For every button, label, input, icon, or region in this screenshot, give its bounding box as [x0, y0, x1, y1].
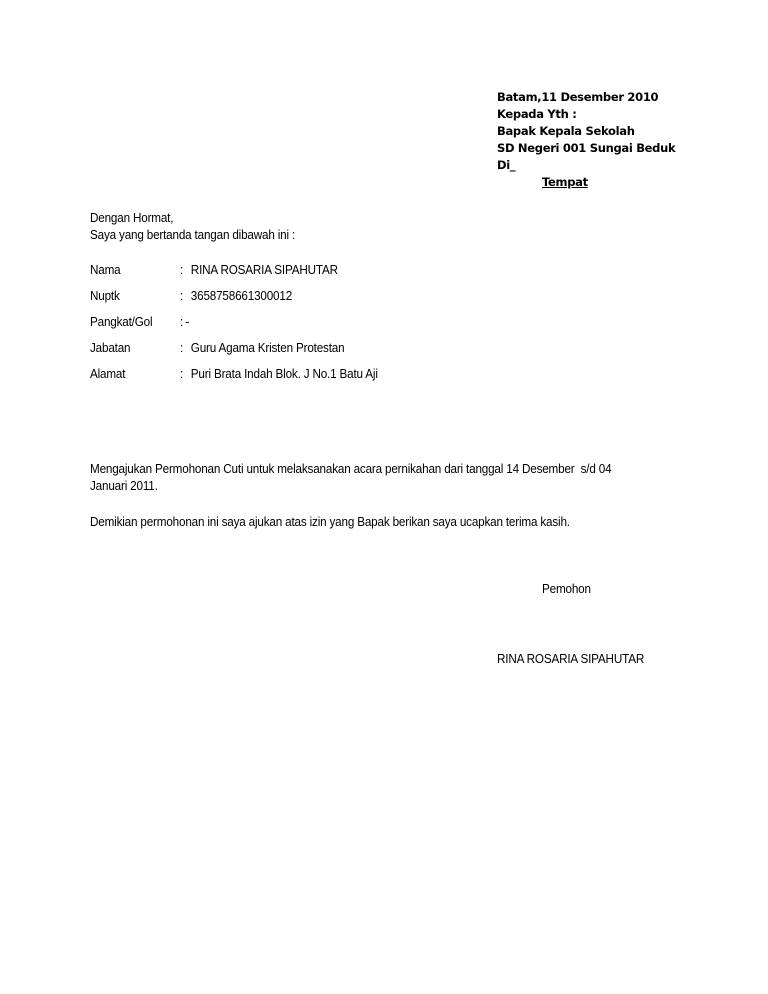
field-value: Puri Brata Indah Blok. J No.1 Batu Aji [190, 366, 378, 381]
field-label: Pangkat/Gol [90, 314, 153, 329]
recipient: Bapak Kepala Sekolah [497, 124, 635, 138]
field-separator: : [180, 288, 184, 303]
field-value: - [185, 314, 190, 329]
request-line-1: Mengajukan Permohonan Cuti untuk melaksanakan acara pernikahan dari tanggal 14 Desember s/d 04 [90, 461, 612, 476]
address-block [497, 89, 675, 191]
school-name: SD Negeri 001 Sungai Beduk [497, 141, 676, 155]
field-label: Alamat [90, 366, 126, 381]
greeting-block [90, 209, 295, 243]
field-value: Guru Agama Kristen Protestan [190, 340, 345, 355]
field-label: Nama [90, 262, 121, 277]
di-label: Di_ [497, 158, 516, 172]
to-label: Kepada Yth : [497, 107, 577, 121]
intro-line: Saya yang bertanda tangan dibawah ini : [90, 227, 296, 242]
field-separator: : [180, 366, 184, 381]
field-value: 3658758661300012 [190, 288, 293, 303]
salutation: Dengan Hormat, [90, 210, 174, 225]
request-paragraph [90, 460, 666, 494]
field-separator: : [180, 262, 184, 277]
field-label: Jabatan [90, 340, 131, 355]
applicant-role: Pemohon [542, 581, 591, 596]
field-separator: : [180, 314, 184, 329]
field-value: RINA ROSARIA SIPAHUTAR [190, 262, 338, 277]
closing-paragraph: Demikian permohonan ini saya ajukan atas izin yang Bapak berikan saya ucapkan terima kasih. [90, 514, 570, 529]
tempat-label: Tempat [542, 175, 588, 189]
applicant-name: RINA ROSARIA SIPAHUTAR [497, 651, 645, 666]
field-separator: : [180, 340, 184, 355]
letter-date: Batam,11 Desember 2010 [497, 90, 659, 104]
request-line-2: Januari 2011. [90, 478, 158, 493]
field-label: Nuptk [90, 288, 120, 303]
